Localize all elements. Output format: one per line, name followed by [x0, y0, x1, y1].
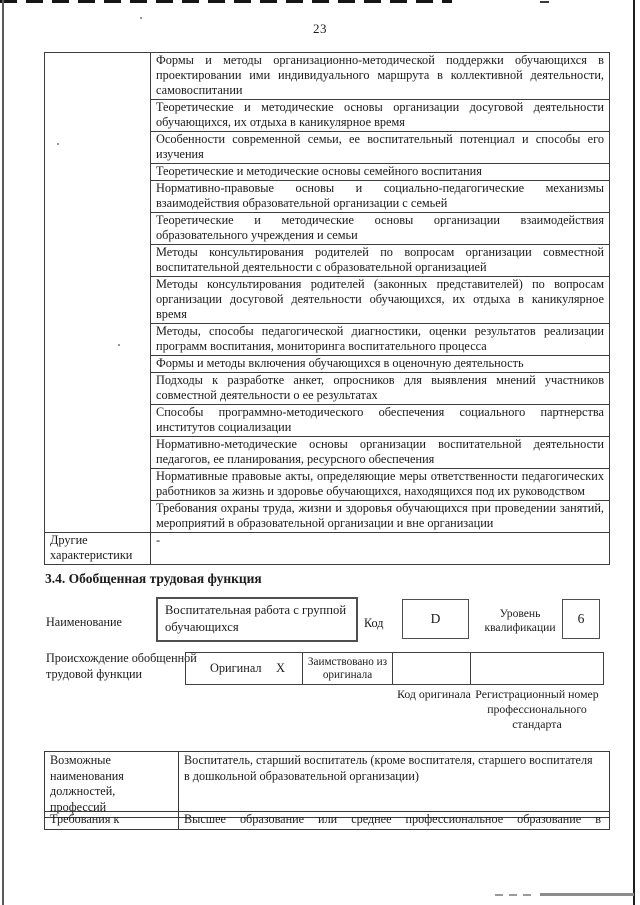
knowledge-item: Формы и методы включения обучающихся в оценочную деятельность — [151, 356, 610, 373]
origin-registration-cell — [471, 653, 603, 684]
requirements-table — [44, 811, 610, 830]
scan-speck — [140, 17, 142, 19]
possible-titles-table — [44, 751, 610, 818]
knowledge-item: Подходы к разработке анкет, опросников для выявления мнений участников совместной деятельности о ее результатах — [151, 373, 610, 405]
requirements-value: Высшее образование или среднее профессиональное образование в — [179, 812, 610, 830]
left-column-empty-cell — [45, 53, 151, 533]
table-row-other-characteristics — [45, 533, 610, 565]
knowledge-item: Особенности современной семьи, ее воспитательный потенциал и способы его изучения — [151, 132, 610, 164]
knowledge-item: Формы и методы организационно-методической поддержки обучающихся в проектировании ими индивидуального маршрута в коллективной деятельности, самовоспитании — [151, 53, 610, 100]
possible-titles-value: Воспитатель, старший воспитатель (кроме воспитателя, старшего воспитателя в дошкольной образовательной организации) — [179, 752, 610, 818]
knowledge-item: Нормативные правовые акты, определяющие меры ответственности педагогических работников за жизнь и здоровье обучающихся, находящихся под их руководством — [151, 469, 610, 501]
knowledge-item: Теоретические и методические основы семейного воспитания — [151, 164, 610, 181]
origin-original-mark: X — [276, 661, 285, 675]
original-code-caption: Код оригинала — [397, 687, 471, 701]
requirements-label: Требования к — [45, 812, 179, 830]
origin-original-label: Оригинал — [210, 661, 262, 675]
scan-edge-top — [0, 0, 452, 3]
knowledge-item: Методы, способы педагогической диагностики, оценки результатов реализации программ воспитания, мониторинга воспитательного процесса — [151, 324, 610, 356]
scan-edge-right — [633, 0, 635, 905]
other-characteristics-label: Другие характеристики — [45, 533, 151, 565]
qualification-level-box: 6 — [562, 599, 600, 639]
knowledge-item: Методы консультирования родителей по вопросам организации совместной воспитательной деятельности с образовательной организацией — [151, 245, 610, 277]
other-characteristics-value: - — [151, 533, 610, 565]
name-label: Наименование — [46, 615, 122, 629]
scan-edge-bottom-dashes — [495, 894, 537, 896]
scan-edge-top-dot — [540, 1, 549, 3]
knowledge-item: Требования охраны труда, жизни и здоровья обучающихся при проведении занятий, мероприятий в образовательной организации и вне организации — [151, 501, 610, 533]
table-row — [45, 812, 610, 830]
possible-titles-label: Возможные наименования должностей, профессий — [45, 752, 179, 818]
knowledge-item: Способы программно-методического обеспечения социального партнерства институтов социализации — [151, 405, 610, 437]
function-code-box: D — [402, 599, 469, 639]
section-heading: 3.4. Обобщенная трудовая функция — [45, 571, 262, 586]
page-number: 23 — [313, 21, 327, 36]
code-label: Код — [364, 616, 384, 630]
table-row — [45, 752, 610, 818]
function-name-box: Воспитательная работа с группой обучающихся — [156, 597, 358, 642]
origin-original-cell — [186, 653, 303, 684]
knowledge-table — [44, 52, 610, 565]
origin-label: Происхождение обобщенной трудовой функции — [46, 651, 197, 681]
knowledge-item: Нормативно-правовые основы и социально-педагогические механизмы взаимодействия образовательной организации с семьей — [151, 181, 610, 213]
origin-code-cell — [393, 653, 471, 684]
qualification-level-label: Уровень квалификации — [484, 607, 556, 634]
knowledge-item: Нормативно-методические основы организации воспитательной деятельности педагогов, ее планирования, ресурсного обеспечения — [151, 437, 610, 469]
knowledge-item: Теоретические и методические основы организации взаимодействия образовательного учреждения и семьи — [151, 213, 610, 245]
table-row — [45, 53, 610, 100]
origin-borrowed-cell: Заимствовано из оригинала — [303, 653, 393, 684]
origin-table — [185, 652, 604, 685]
scan-edge-bottom-line — [540, 893, 634, 896]
knowledge-item: Теоретические и методические основы организации досуговой деятельности обучающихся, их отдыха в каникулярное время — [151, 100, 610, 132]
knowledge-item: Методы консультирования родителей (законных представителей) по вопросам организации досуговой деятельности обучающихся, их отдыха в каникулярное время — [151, 277, 610, 324]
scan-edge-left — [2, 0, 4, 905]
registration-number-caption: Регистрационный номер профессионального стандарта — [475, 687, 599, 731]
